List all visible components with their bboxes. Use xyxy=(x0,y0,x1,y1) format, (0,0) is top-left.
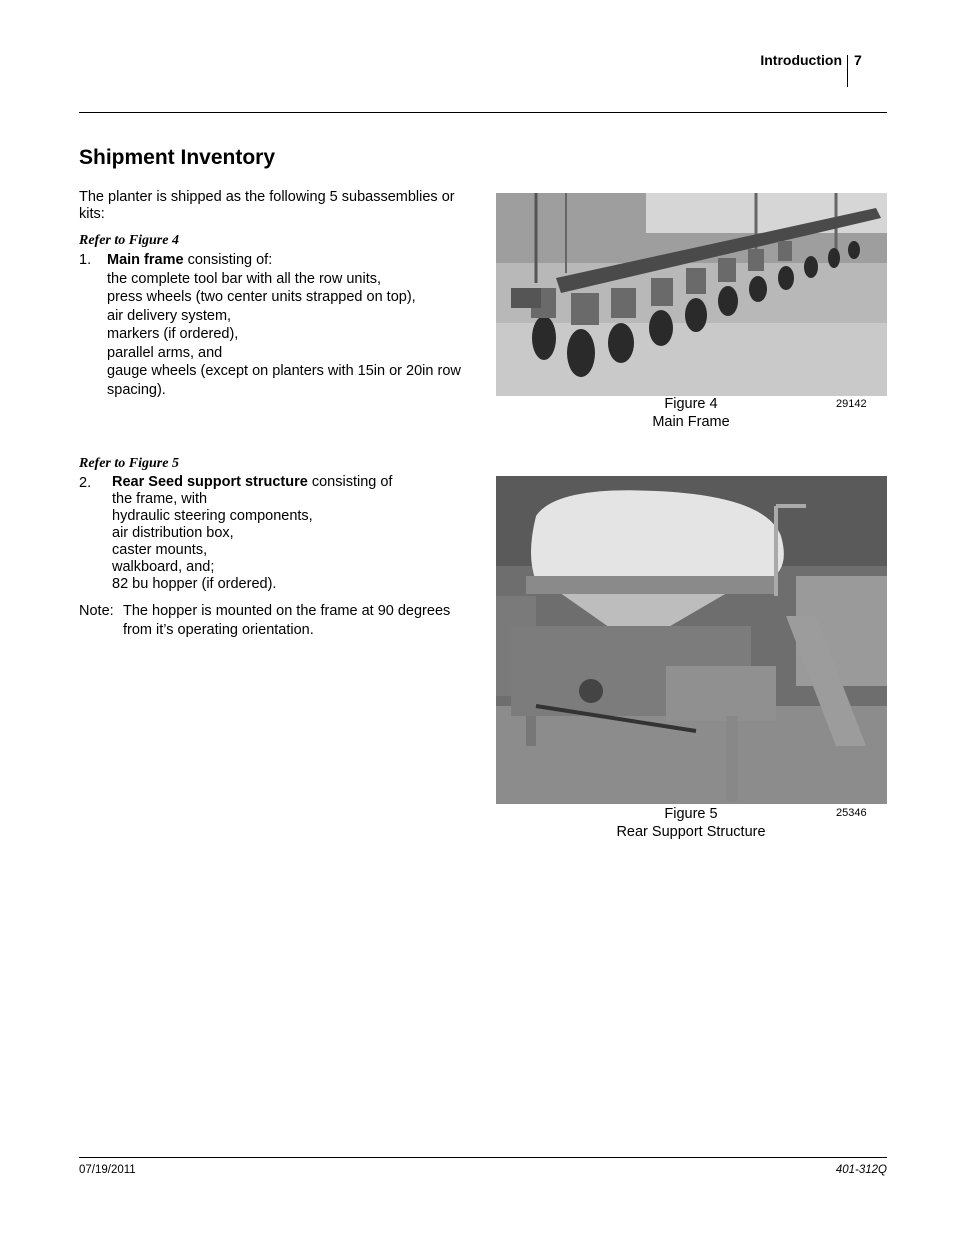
figure-5-title: Rear Support Structure xyxy=(616,823,766,840)
page-title: Shipment Inventory xyxy=(79,146,276,169)
figure-5-photo xyxy=(496,476,887,804)
figure-4-caption xyxy=(600,396,782,431)
item-1-line: air delivery system, xyxy=(107,307,232,324)
footer-date: 07/19/2011 xyxy=(79,1164,136,1176)
figure-4-photo xyxy=(496,193,887,396)
rear-support-illustration xyxy=(496,476,887,804)
item-1-line: parallel arms, and xyxy=(107,344,223,361)
refer-figure-5: Refer to Figure 5 xyxy=(79,456,179,471)
item-2-line: the frame, with xyxy=(112,491,208,507)
footer-document-number: 401-312Q xyxy=(835,1164,887,1176)
item-1-content xyxy=(107,251,477,399)
item-2-line: hydraulic steering components, xyxy=(112,508,313,524)
item-2-line: walkboard, and; xyxy=(112,559,215,575)
figure-5-label: Figure 5 xyxy=(664,806,718,822)
item-1-line: gauge wheels (except on planters with 15in or 20in row spacing). xyxy=(107,363,461,398)
top-rule xyxy=(79,112,887,113)
item-2-line: air distribution box, xyxy=(112,525,234,541)
refer-figure-4: Refer to Figure 4 xyxy=(79,233,179,248)
figure-4-label: Figure 4 xyxy=(664,396,718,412)
page-number: 7 xyxy=(854,52,862,68)
header-section-title: Introduction xyxy=(760,52,842,68)
item-2-heading: Rear Seed support structure xyxy=(112,474,308,490)
item-2-number: 2. xyxy=(79,475,92,491)
item-2-content xyxy=(112,474,472,593)
bottom-rule xyxy=(79,1157,887,1158)
note-text: The hopper is mounted on the frame at 90 degrees from it’s operating orientation. xyxy=(123,603,451,638)
figure-5-number: 25346 xyxy=(836,807,867,819)
item-2-heading-rest: consisting of xyxy=(307,474,393,490)
figure-4-number: 29142 xyxy=(836,398,867,410)
item-2-line: 82 bu hopper (if ordered). xyxy=(112,576,277,592)
header-divider xyxy=(847,55,848,87)
item-1-line: markers (if ordered), xyxy=(107,326,239,342)
item-1-heading: Main frame xyxy=(107,252,184,268)
figure-4-title: Main Frame xyxy=(652,413,730,430)
intro-paragraph: The planter is shipped as the following 5 subassemblies or kits: xyxy=(79,189,455,222)
item-2-line: caster mounts, xyxy=(112,542,208,558)
item-1-line: press wheels (two center units strapped on top), xyxy=(107,289,416,305)
figure-5-caption xyxy=(580,806,802,841)
item-1-number: 1. xyxy=(79,252,92,268)
item-1-heading-rest: consisting of: xyxy=(183,252,273,268)
main-frame-illustration xyxy=(496,193,887,396)
note-label: Note: xyxy=(79,603,114,619)
item-1-line: the complete tool bar with all the row units, xyxy=(107,270,382,287)
